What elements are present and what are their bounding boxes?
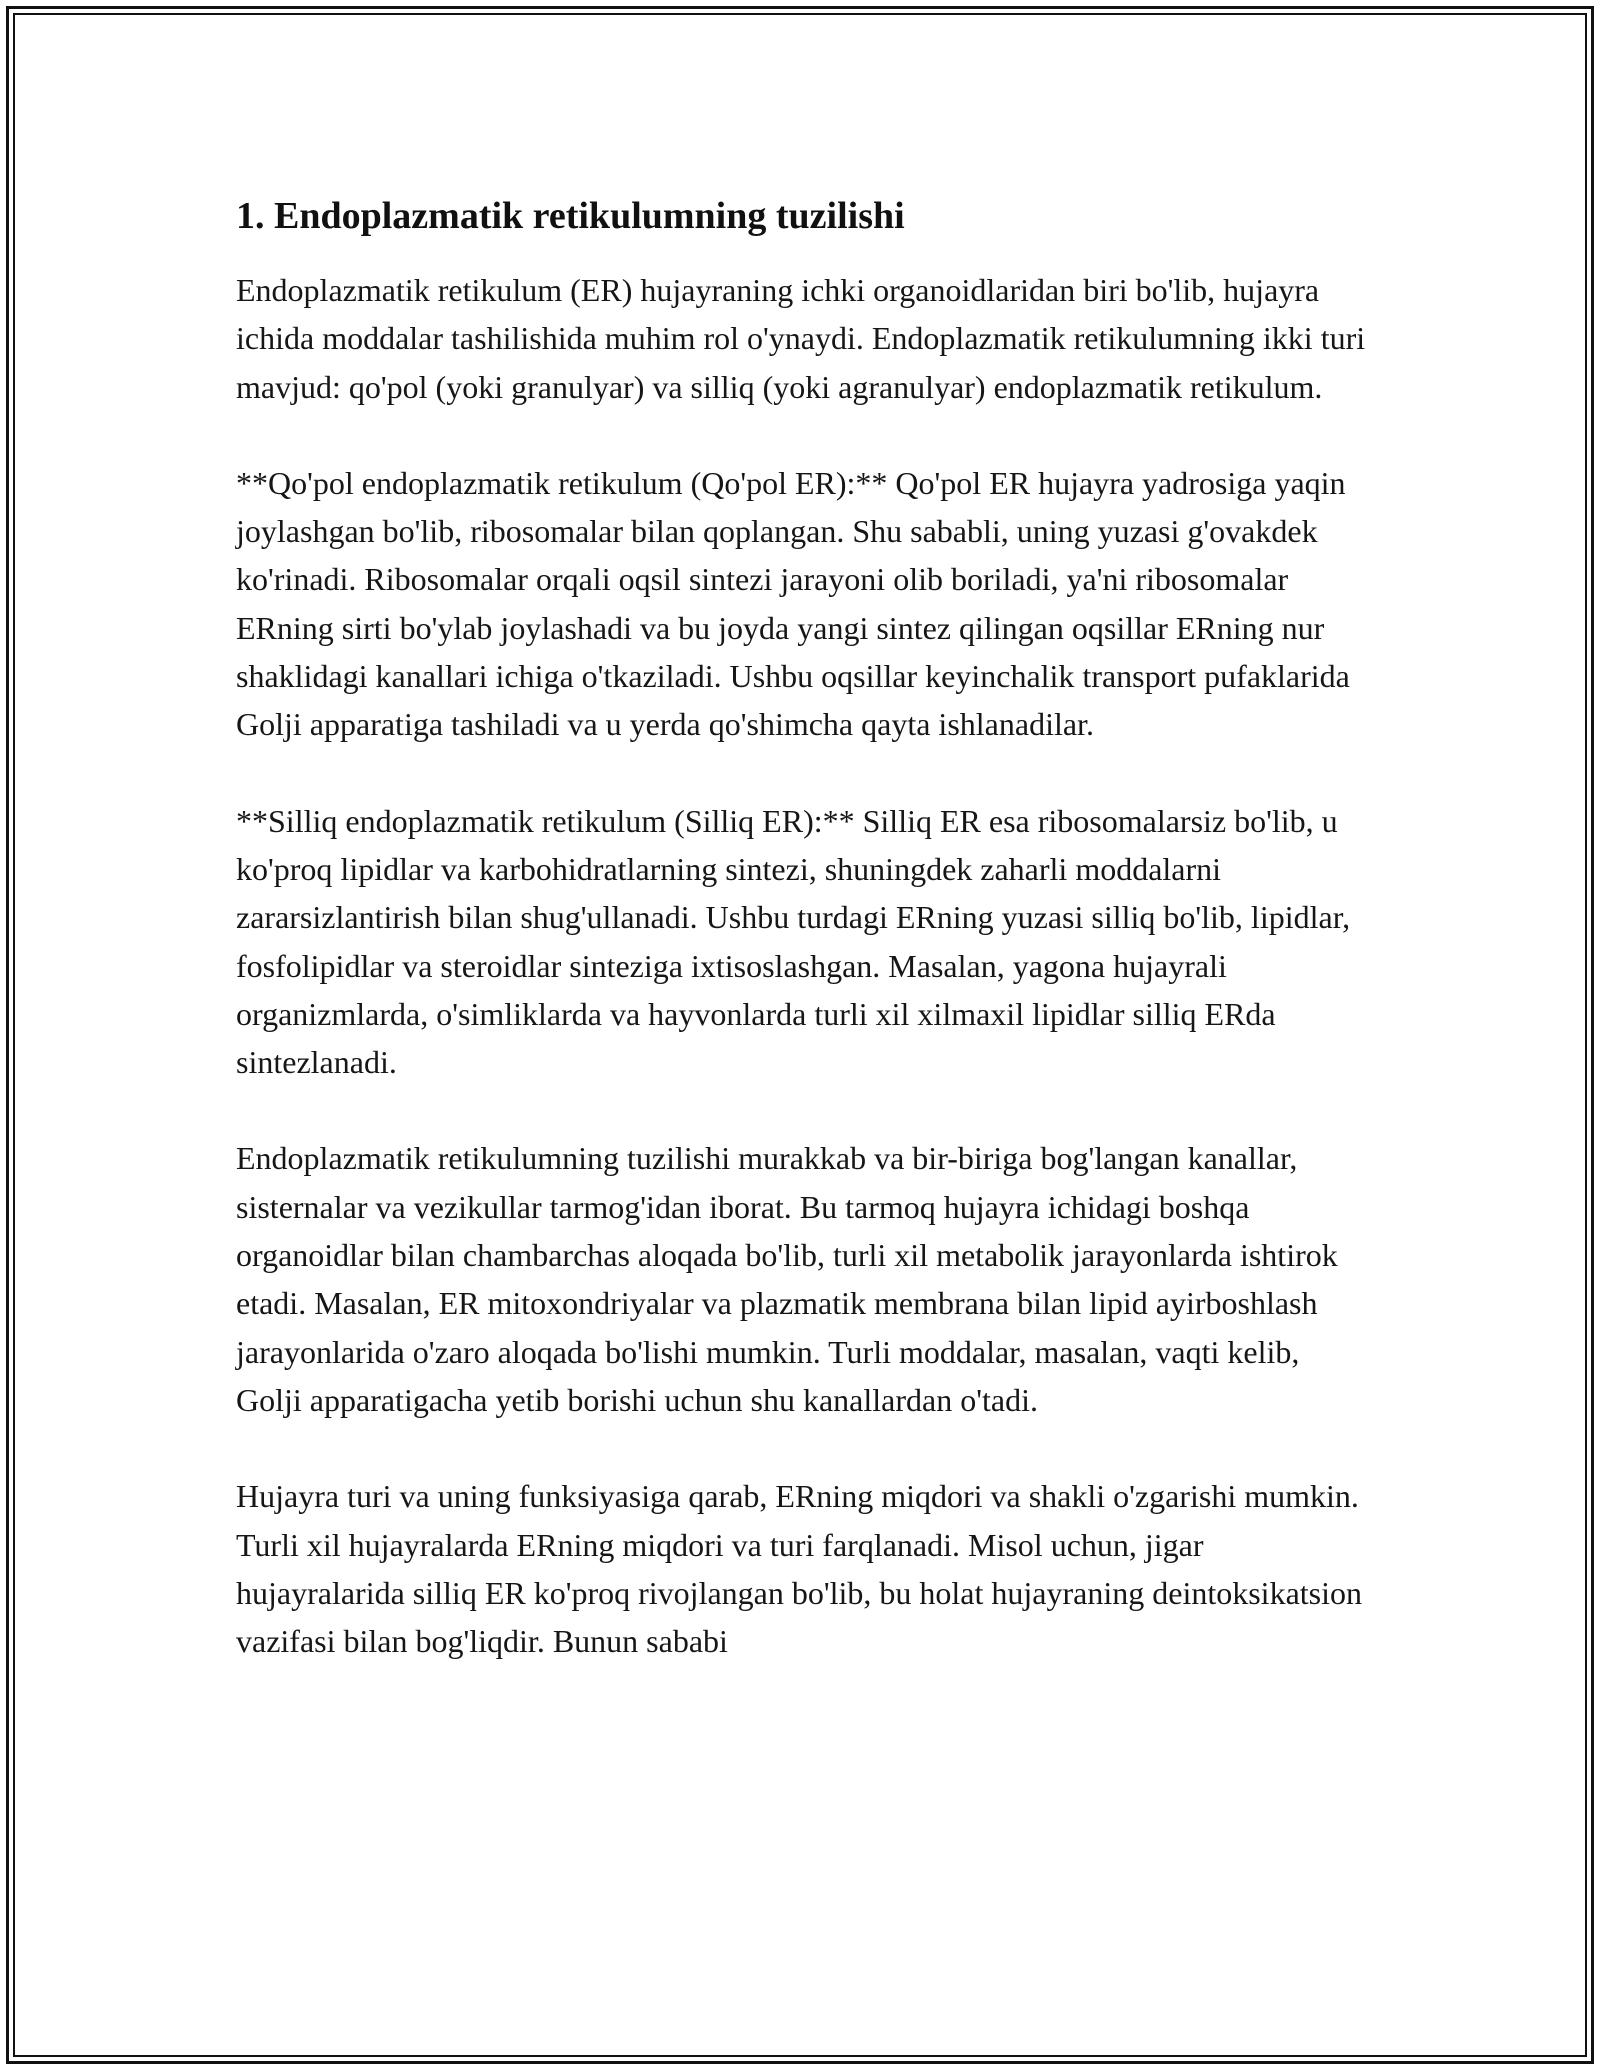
paragraph-rough-er: **Qo'pol endoplazmatik retikulum (Qo'pol ER):** Qo'pol ER hujayra yadrosiga yaqin joylashgan bo'lib, ribosomalar bilan qoplangan. Shu sababli, uning yuzasi g'ovakdek ko'rinadi. Ribosomalar orqali oqsil sintezi jarayoni olib boriladi, ya'ni ribosomalar ERning sirti bo'ylab joylashadi va bu joyda yangi sintez qilingan oqsillar ERning nur shaklidagi kanallari ichiga o'tkaziladi. Ushbu oqsillar keyinchalik transport pufaklarida Golji apparatiga tashiladi va u yerda qo'shimcha qayta ishlanadilar. bbox=[236, 464, 1350, 743]
paragraph-intro: Endoplazmatik retikulum (ER) hujayraning ichki organoidlaridan biri bo'lib, hujayra ichida moddalar tashilishida muhim rol o'ynaydi. Endoplazmatik retikulumning ikki turi mavjud: qo'pol (yoki granulyar) va silliq (yoki agranulyar) endoplazmatik retikulum. bbox=[236, 272, 1366, 405]
paragraph-cell-types: Hujayra turi va uning funksiyasiga qarab, ERning miqdori va shakli o'zgarishi mumkin. Turli xil hujayralarda ERning miqdori va turi farqlanadi. Misol uchun, jigar hujayralarida silliq ER ko'proq rivojlangan bo'lib, bu holat hujayraning deintoksikatsion vazifasi bilan bog'liqdir. Bunun sababi bbox=[236, 1478, 1362, 1660]
paragraph-structure: Endoplazmatik retikulumning tuzilishi murakkab va bir-biriga bog'langan kanallar, sisternalar va vezikullar tarmog'idan iborat. Bu tarmoq hujayra ichidagi boshqa organoidlar bilan chambarchas aloqada bo'lib, turli xil metabolik jarayonlarda ishtirok etadi. Masalan, ER mitoxondriyalar va plazmatik membrana bilan lipid ayirboshlash jarayonlarida o'zaro aloqada bo'lishi mumkin. Turli moddalar, masalan, vaqti kelib, Golji apparatigacha yetib borishi uchun shu kanallardan o'tadi. bbox=[236, 1140, 1338, 1418]
section-heading: 1. Endoplazmatik retikulumning tuzilishi bbox=[236, 195, 905, 237]
paragraph-smooth-er: **Silliq endoplazmatik retikulum (Silliq ER):** Silliq ER esa ribosomalarsiz bo'lib, u ko'proq lipidlar va karbohidratlarning sintezi, shuningdek zaharli moddalarni zararsizlantirish bilan shug'ullanadi. Ushbu turdagi ERning yuzasi silliq bo'lib, lipidlar, fosfolipidlar va steroidlar sinteziga ixtisoslashgan. Masalan, yagona hujayrali organizmlarda, o'simliklarda va hayvonlarda turli xil xilmaxil lipidlar silliq ERda sintezlanadi. bbox=[236, 802, 1351, 1081]
document-body bbox=[236, 188, 1366, 1713]
